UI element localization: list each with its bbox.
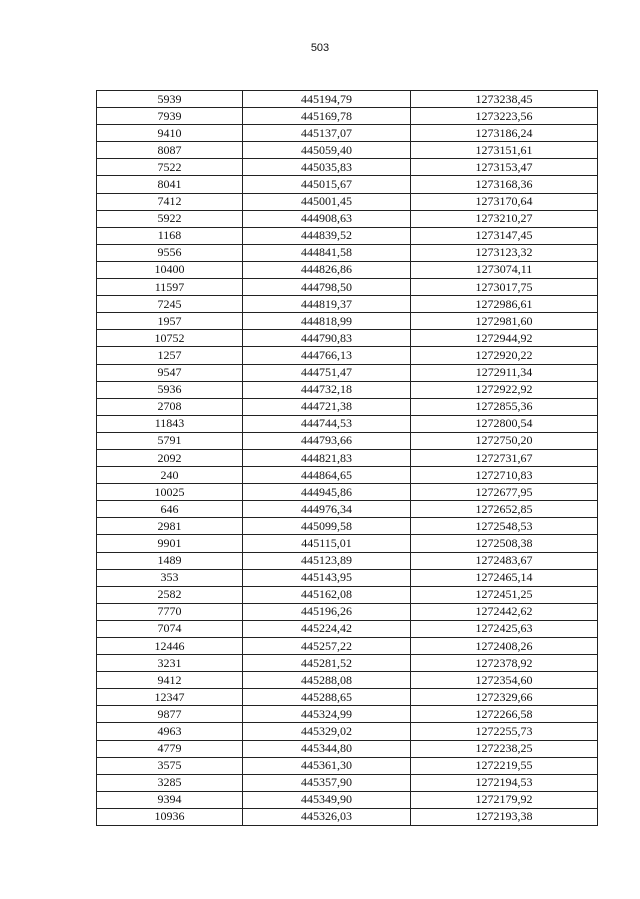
y-coordinate-cell: 1272255,73 bbox=[411, 723, 598, 740]
y-coordinate-cell: 1272944,92 bbox=[411, 330, 598, 347]
x-coordinate-cell: 444744,53 bbox=[243, 415, 411, 432]
x-coordinate-cell: 445143,95 bbox=[243, 569, 411, 586]
point-number-cell: 7770 bbox=[97, 603, 243, 620]
x-coordinate-cell: 445123,89 bbox=[243, 552, 411, 569]
y-coordinate-cell: 1272652,85 bbox=[411, 501, 598, 518]
table-row bbox=[97, 432, 598, 449]
x-coordinate-cell: 444976,34 bbox=[243, 501, 411, 518]
x-coordinate-cell: 445329,02 bbox=[243, 723, 411, 740]
point-number-cell: 2092 bbox=[97, 449, 243, 466]
y-coordinate-cell: 1272329,66 bbox=[411, 689, 598, 706]
table-row bbox=[97, 535, 598, 552]
y-coordinate-cell: 1272981,60 bbox=[411, 313, 598, 330]
table-row bbox=[97, 655, 598, 672]
table-row bbox=[97, 159, 598, 176]
x-coordinate-cell: 444790,83 bbox=[243, 330, 411, 347]
y-coordinate-cell: 1272451,25 bbox=[411, 586, 598, 603]
y-coordinate-cell: 1273123,32 bbox=[411, 244, 598, 261]
point-number-cell: 11843 bbox=[97, 415, 243, 432]
y-coordinate-cell: 1273151,61 bbox=[411, 142, 598, 159]
table-row bbox=[97, 364, 598, 381]
x-coordinate-cell: 445349,90 bbox=[243, 791, 411, 808]
x-coordinate-cell: 445137,07 bbox=[243, 125, 411, 142]
y-coordinate-cell: 1273170,64 bbox=[411, 193, 598, 210]
x-coordinate-cell: 445194,79 bbox=[243, 91, 411, 108]
table-row bbox=[97, 723, 598, 740]
y-coordinate-cell: 1272194,53 bbox=[411, 774, 598, 791]
table-row bbox=[97, 381, 598, 398]
table-row bbox=[97, 774, 598, 791]
y-coordinate-cell: 1272750,20 bbox=[411, 432, 598, 449]
point-number-cell: 7522 bbox=[97, 159, 243, 176]
point-number-cell: 5922 bbox=[97, 210, 243, 227]
point-number-cell: 7074 bbox=[97, 620, 243, 637]
x-coordinate-cell: 444721,38 bbox=[243, 398, 411, 415]
y-coordinate-cell: 1272548,53 bbox=[411, 518, 598, 535]
x-coordinate-cell: 445326,03 bbox=[243, 808, 411, 825]
point-number-cell: 1489 bbox=[97, 552, 243, 569]
x-coordinate-cell: 445281,52 bbox=[243, 655, 411, 672]
y-coordinate-cell: 1272465,14 bbox=[411, 569, 598, 586]
y-coordinate-cell: 1272266,58 bbox=[411, 706, 598, 723]
point-number-cell: 12347 bbox=[97, 689, 243, 706]
point-number-cell: 1957 bbox=[97, 313, 243, 330]
table-row bbox=[97, 791, 598, 808]
table-row bbox=[97, 415, 598, 432]
point-number-cell: 3285 bbox=[97, 774, 243, 791]
x-coordinate-cell: 445001,45 bbox=[243, 193, 411, 210]
point-number-cell: 4963 bbox=[97, 723, 243, 740]
x-coordinate-cell: 445344,80 bbox=[243, 740, 411, 757]
table-row bbox=[97, 467, 598, 484]
x-coordinate-cell: 445162,08 bbox=[243, 586, 411, 603]
point-number-cell: 7939 bbox=[97, 108, 243, 125]
x-coordinate-cell: 445196,26 bbox=[243, 603, 411, 620]
x-coordinate-cell: 444798,50 bbox=[243, 279, 411, 296]
y-coordinate-cell: 1272731,67 bbox=[411, 449, 598, 466]
y-coordinate-cell: 1272179,92 bbox=[411, 791, 598, 808]
table-row bbox=[97, 603, 598, 620]
x-coordinate-cell: 445035,83 bbox=[243, 159, 411, 176]
table-row bbox=[97, 706, 598, 723]
table-row bbox=[97, 347, 598, 364]
y-coordinate-cell: 1273168,36 bbox=[411, 176, 598, 193]
y-coordinate-cell: 1273074,11 bbox=[411, 261, 598, 278]
y-coordinate-cell: 1272219,55 bbox=[411, 757, 598, 774]
table-row bbox=[97, 501, 598, 518]
table-row bbox=[97, 484, 598, 501]
point-number-cell: 8041 bbox=[97, 176, 243, 193]
x-coordinate-cell: 445015,67 bbox=[243, 176, 411, 193]
x-coordinate-cell: 444821,83 bbox=[243, 449, 411, 466]
table-row bbox=[97, 330, 598, 347]
table-row bbox=[97, 210, 598, 227]
coordinates-table bbox=[96, 90, 598, 826]
table-row bbox=[97, 244, 598, 261]
table-row bbox=[97, 108, 598, 125]
point-number-cell: 5791 bbox=[97, 432, 243, 449]
x-coordinate-cell: 444732,18 bbox=[243, 381, 411, 398]
point-number-cell: 10025 bbox=[97, 484, 243, 501]
point-number-cell: 1168 bbox=[97, 227, 243, 244]
point-number-cell: 10936 bbox=[97, 808, 243, 825]
table-row bbox=[97, 518, 598, 535]
table-row bbox=[97, 296, 598, 313]
y-coordinate-cell: 1272710,83 bbox=[411, 467, 598, 484]
point-number-cell: 3575 bbox=[97, 757, 243, 774]
point-number-cell: 11597 bbox=[97, 279, 243, 296]
table-body bbox=[97, 91, 598, 826]
table-row bbox=[97, 313, 598, 330]
y-coordinate-cell: 1272920,22 bbox=[411, 347, 598, 364]
point-number-cell: 5939 bbox=[97, 91, 243, 108]
x-coordinate-cell: 444945,86 bbox=[243, 484, 411, 501]
y-coordinate-cell: 1272193,38 bbox=[411, 808, 598, 825]
y-coordinate-cell: 1272911,34 bbox=[411, 364, 598, 381]
point-number-cell: 9547 bbox=[97, 364, 243, 381]
x-coordinate-cell: 445357,90 bbox=[243, 774, 411, 791]
table-row bbox=[97, 808, 598, 825]
x-coordinate-cell: 444864,65 bbox=[243, 467, 411, 484]
table-row bbox=[97, 449, 598, 466]
y-coordinate-cell: 1272922,92 bbox=[411, 381, 598, 398]
x-coordinate-cell: 445099,58 bbox=[243, 518, 411, 535]
table-row bbox=[97, 261, 598, 278]
y-coordinate-cell: 1273017,75 bbox=[411, 279, 598, 296]
point-number-cell: 10400 bbox=[97, 261, 243, 278]
y-coordinate-cell: 1272508,38 bbox=[411, 535, 598, 552]
point-number-cell: 2582 bbox=[97, 586, 243, 603]
page-number: 503 bbox=[310, 42, 330, 54]
table-row bbox=[97, 91, 598, 108]
table-row bbox=[97, 569, 598, 586]
point-number-cell: 9877 bbox=[97, 706, 243, 723]
y-coordinate-cell: 1273153,47 bbox=[411, 159, 598, 176]
y-coordinate-cell: 1272483,67 bbox=[411, 552, 598, 569]
table-row bbox=[97, 279, 598, 296]
point-number-cell: 4779 bbox=[97, 740, 243, 757]
y-coordinate-cell: 1272354,60 bbox=[411, 672, 598, 689]
point-number-cell: 9901 bbox=[97, 535, 243, 552]
point-number-cell: 646 bbox=[97, 501, 243, 518]
point-number-cell: 3231 bbox=[97, 655, 243, 672]
table-row bbox=[97, 638, 598, 655]
table-row bbox=[97, 586, 598, 603]
point-number-cell: 8087 bbox=[97, 142, 243, 159]
point-number-cell: 5936 bbox=[97, 381, 243, 398]
point-number-cell: 7245 bbox=[97, 296, 243, 313]
point-number-cell: 7412 bbox=[97, 193, 243, 210]
y-coordinate-cell: 1273147,45 bbox=[411, 227, 598, 244]
x-coordinate-cell: 445169,78 bbox=[243, 108, 411, 125]
y-coordinate-cell: 1272855,36 bbox=[411, 398, 598, 415]
table-row bbox=[97, 689, 598, 706]
y-coordinate-cell: 1273210,27 bbox=[411, 210, 598, 227]
y-coordinate-cell: 1272378,92 bbox=[411, 655, 598, 672]
x-coordinate-cell: 444818,99 bbox=[243, 313, 411, 330]
x-coordinate-cell: 444819,37 bbox=[243, 296, 411, 313]
x-coordinate-cell: 444839,52 bbox=[243, 227, 411, 244]
x-coordinate-cell: 444908,63 bbox=[243, 210, 411, 227]
point-number-cell: 9410 bbox=[97, 125, 243, 142]
point-number-cell: 1257 bbox=[97, 347, 243, 364]
x-coordinate-cell: 445288,08 bbox=[243, 672, 411, 689]
table-row bbox=[97, 552, 598, 569]
point-number-cell: 353 bbox=[97, 569, 243, 586]
table-row bbox=[97, 227, 598, 244]
y-coordinate-cell: 1273186,24 bbox=[411, 125, 598, 142]
y-coordinate-cell: 1273223,56 bbox=[411, 108, 598, 125]
table-row bbox=[97, 125, 598, 142]
point-number-cell: 10752 bbox=[97, 330, 243, 347]
point-number-cell: 12446 bbox=[97, 638, 243, 655]
y-coordinate-cell: 1272677,95 bbox=[411, 484, 598, 501]
x-coordinate-cell: 444826,86 bbox=[243, 261, 411, 278]
point-number-cell: 240 bbox=[97, 467, 243, 484]
table-row bbox=[97, 176, 598, 193]
point-number-cell: 9394 bbox=[97, 791, 243, 808]
x-coordinate-cell: 444766,13 bbox=[243, 347, 411, 364]
table-row bbox=[97, 672, 598, 689]
point-number-cell: 2708 bbox=[97, 398, 243, 415]
y-coordinate-cell: 1272442,62 bbox=[411, 603, 598, 620]
table-row bbox=[97, 740, 598, 757]
table-row bbox=[97, 757, 598, 774]
y-coordinate-cell: 1272408,26 bbox=[411, 638, 598, 655]
table-row bbox=[97, 398, 598, 415]
x-coordinate-cell: 445324,99 bbox=[243, 706, 411, 723]
y-coordinate-cell: 1272986,61 bbox=[411, 296, 598, 313]
point-number-cell: 9412 bbox=[97, 672, 243, 689]
y-coordinate-cell: 1273238,45 bbox=[411, 91, 598, 108]
x-coordinate-cell: 444751,47 bbox=[243, 364, 411, 381]
table-row bbox=[97, 620, 598, 637]
table-row bbox=[97, 193, 598, 210]
y-coordinate-cell: 1272425,63 bbox=[411, 620, 598, 637]
point-number-cell: 9556 bbox=[97, 244, 243, 261]
x-coordinate-cell: 444841,58 bbox=[243, 244, 411, 261]
x-coordinate-cell: 445257,22 bbox=[243, 638, 411, 655]
x-coordinate-cell: 445115,01 bbox=[243, 535, 411, 552]
x-coordinate-cell: 445361,30 bbox=[243, 757, 411, 774]
y-coordinate-cell: 1272800,54 bbox=[411, 415, 598, 432]
x-coordinate-cell: 445224,42 bbox=[243, 620, 411, 637]
x-coordinate-cell: 444793,66 bbox=[243, 432, 411, 449]
y-coordinate-cell: 1272238,25 bbox=[411, 740, 598, 757]
x-coordinate-cell: 445288,65 bbox=[243, 689, 411, 706]
point-number-cell: 2981 bbox=[97, 518, 243, 535]
x-coordinate-cell: 445059,40 bbox=[243, 142, 411, 159]
table-row bbox=[97, 142, 598, 159]
